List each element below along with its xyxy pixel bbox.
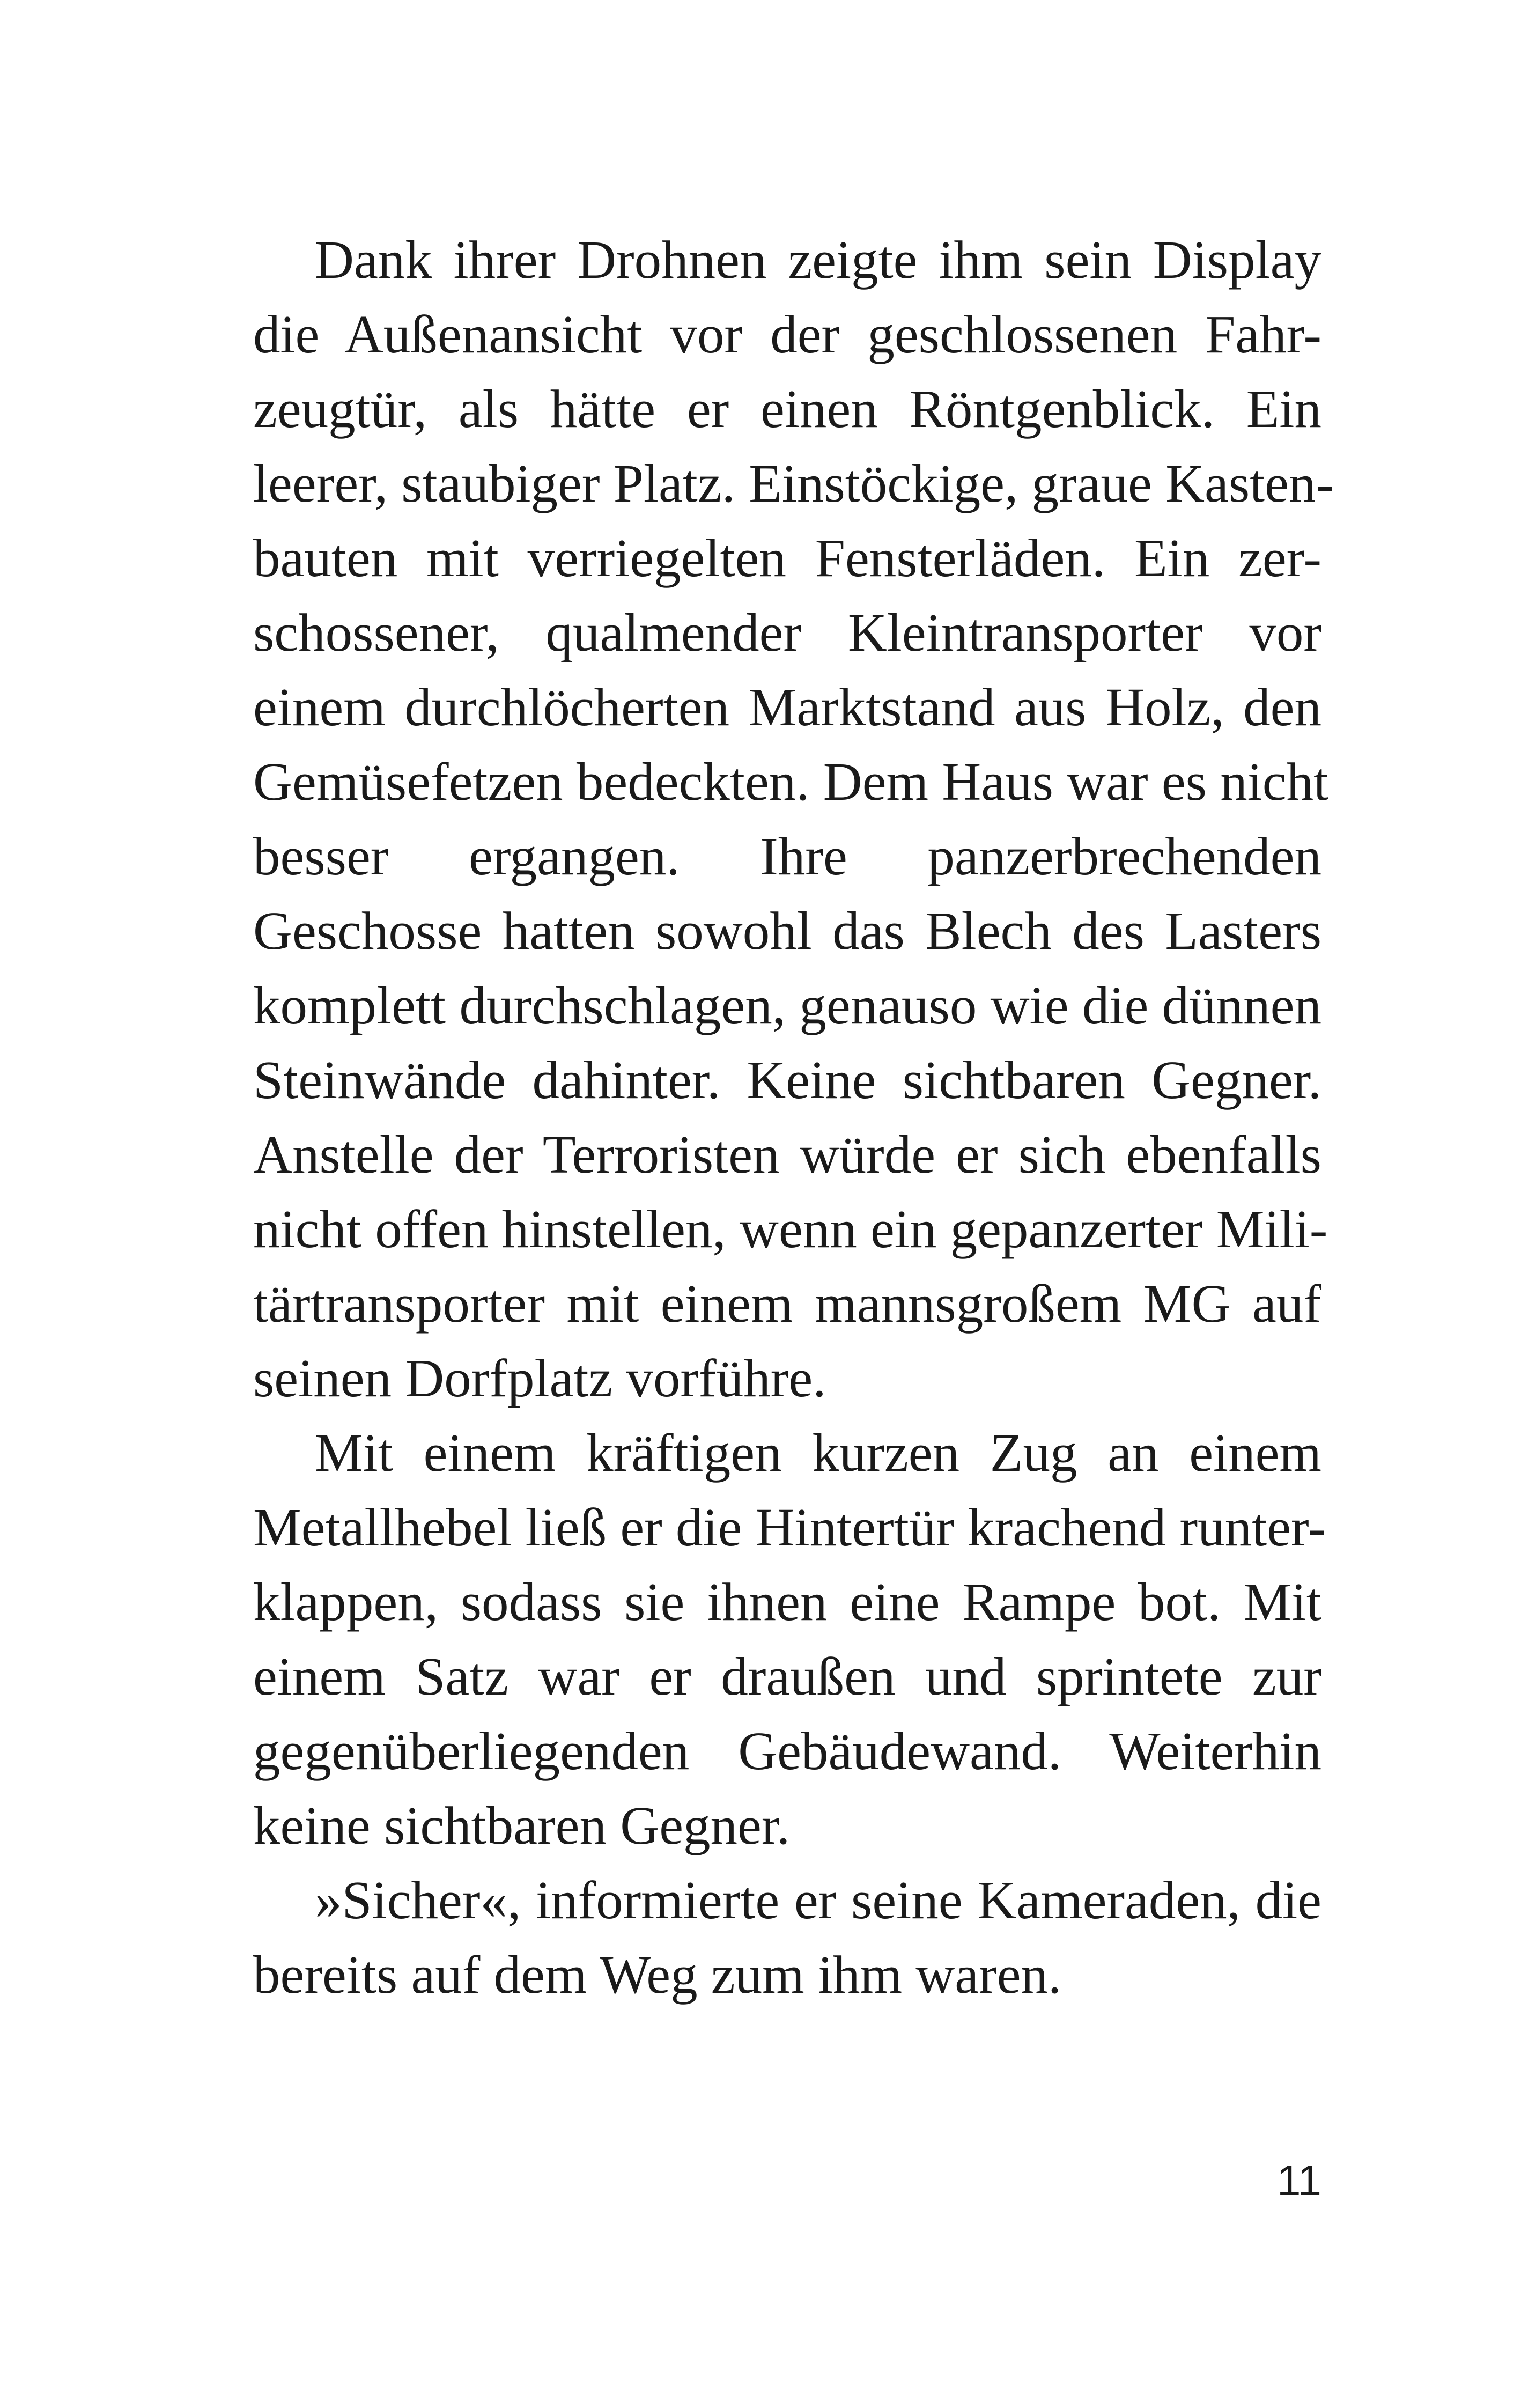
text-line: gegenüberliegenden Gebäudewand. Weiterhin	[253, 1721, 1321, 1781]
paragraph	[253, 1416, 1326, 1863]
text-line: die Außenansicht vor der geschlossenen Fahr-	[253, 304, 1321, 364]
page-number: 11	[1276, 2156, 1321, 2204]
text-line: »Sicher«, informierte er seine Kameraden, die	[315, 1870, 1321, 1930]
text-line: einem Satz war er draußen und sprintete zur	[253, 1646, 1321, 1706]
body-text	[253, 223, 1334, 2012]
text-line: Gemüsefetzen bedeckten. Dem Haus war es nicht	[253, 752, 1329, 812]
text-line: Steinwände dahinter. Keine sichtbaren Gegner.	[253, 1050, 1321, 1110]
text-line: zeugtür, als hätte er einen Röntgenblick. Ein	[253, 379, 1321, 439]
text-line: komplett durchschlagen, genauso wie die dünnen	[253, 975, 1321, 1035]
text-line: Dank ihrer Drohnen zeigte ihm sein Display	[315, 230, 1321, 290]
paragraph	[253, 1863, 1321, 2012]
text-line: einem durchlöcherten Marktstand aus Holz, den	[253, 677, 1321, 737]
text-line: seinen Dorfplatz vorführe.	[253, 1348, 826, 1408]
text-line: nicht offen hinstellen, wenn ein gepanzerter Mili-	[253, 1199, 1328, 1259]
text-line: bauten mit verriegelten Fensterläden. Ein zer-	[253, 528, 1321, 588]
text-line: Geschosse hatten sowohl das Blech des Lasters	[253, 901, 1321, 961]
text-line: tärtransporter mit einem mannsgroßem MG auf	[253, 1273, 1321, 1334]
text-line: Anstelle der Terroristen würde er sich ebenfalls	[253, 1124, 1321, 1184]
text-line: leerer, staubiger Platz. Einstöckige, graue Kasten-	[253, 453, 1334, 513]
text-line: besser ergangen. Ihre panzerbrechenden	[253, 826, 1321, 886]
paragraph	[253, 223, 1334, 1416]
text-line: Metallhebel ließ er die Hintertür krachend runter-	[253, 1497, 1326, 1557]
text-line: schossener, qualmender Kleintransporter vor	[253, 602, 1321, 662]
text-line: klappen, sodass sie ihnen eine Rampe bot. Mit	[253, 1572, 1321, 1632]
text-line: keine sichtbaren Gegner.	[253, 1795, 791, 1855]
text-line: bereits auf dem Weg zum ihm waren.	[253, 1945, 1062, 2005]
text-line: Mit einem kräftigen kurzen Zug an einem	[315, 1423, 1321, 1483]
